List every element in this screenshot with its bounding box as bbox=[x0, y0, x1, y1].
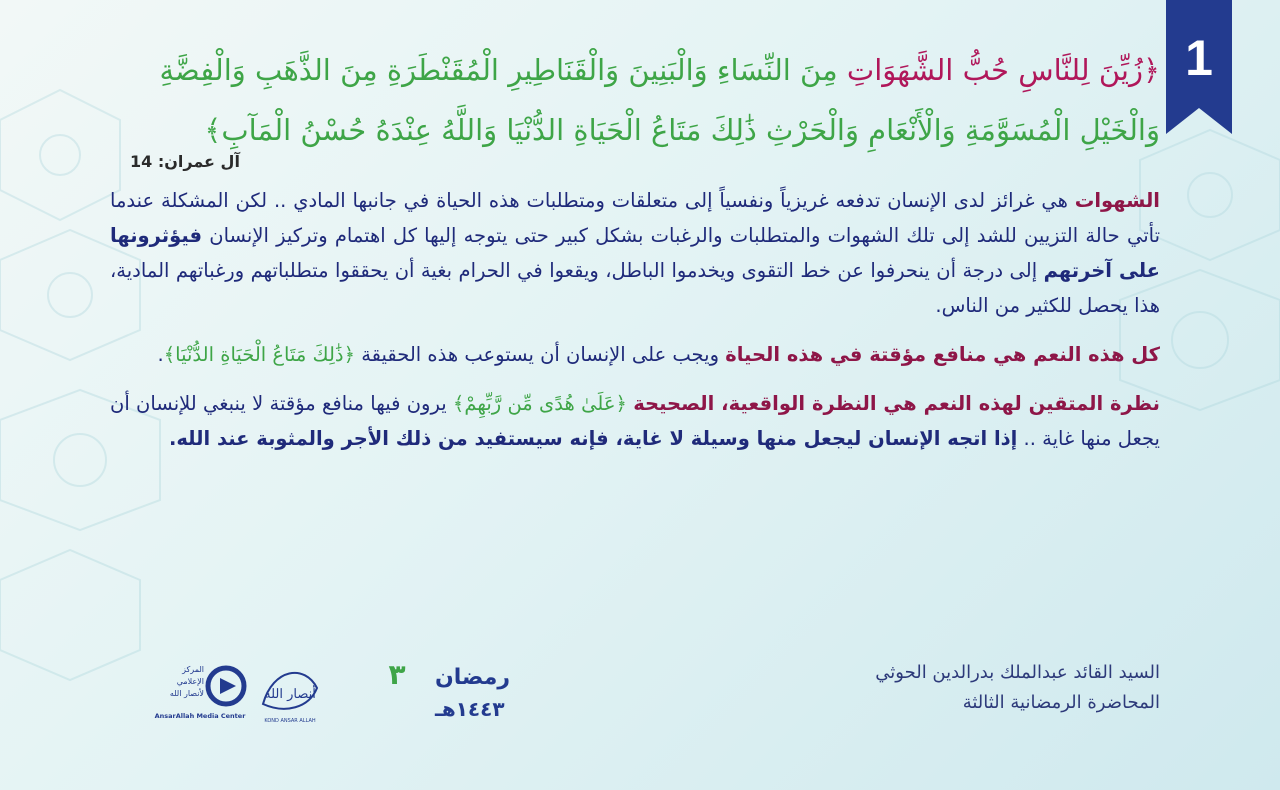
paragraph-1-lead: الشهوات bbox=[1074, 189, 1160, 212]
paragraph-2-bold: كل هذه النعم هي منافع مؤقتة في هذه الحياة bbox=[725, 343, 1160, 366]
ramadan-1443-logo bbox=[335, 658, 511, 728]
media-center-ar-1: المركز bbox=[182, 665, 204, 674]
ansar-logo-en: KOND ANSAR ALLAH bbox=[264, 718, 316, 724]
paragraph-3-bold-2: إذا اتجه الإنسان ليجعل منها وسيلة لا غاية، فإنه سيستفيد من ذلك الأجر والمثوبة عند الله. bbox=[168, 427, 1018, 450]
paragraph-2-end: . bbox=[157, 343, 164, 366]
verse-line-1 bbox=[110, 40, 1160, 100]
media-center-en: AnsarAllah Media Center bbox=[154, 712, 246, 720]
speaker-name: السيد القائد عبدالملك بدرالدين الحوثي bbox=[875, 662, 1160, 683]
ansar-logo-ar: أنصار الله bbox=[264, 687, 316, 702]
content bbox=[110, 40, 1160, 760]
logos bbox=[150, 658, 511, 728]
verse-line-2: وَالْخَيْلِ الْمُسَوَّمَةِ وَالْأَنْعَامِ وَالْحَرْثِ ذَٰلِكَ مَتَاعُ الْحَيَاةِ الدُّنْيَا وَاللَّهُ عِنْدَهُ حُسْنُ الْمَآبِ﴾ bbox=[204, 113, 1160, 147]
paragraph-3-text: يرون فيها منافع مؤقتة لا ينبغي للإنسان أن يجعل منها غاية .. bbox=[110, 392, 1160, 450]
lecture-title: المحاضرة الرمضانية الثالثة bbox=[962, 692, 1160, 713]
paragraph-2-quote: ﴿ذَٰلِكَ مَتَاعُ الْحَيَاةِ الدُّنْيَا﴾ bbox=[163, 343, 355, 366]
media-center-logo bbox=[150, 658, 250, 728]
verse-highlight: ﴿زُيِّنَ لِلنَّاسِ حُبُّ الشَّهَوَاتِ bbox=[846, 53, 1160, 87]
ramadan-logo-text: رمضان bbox=[435, 665, 511, 690]
paragraph-1 bbox=[110, 183, 1160, 323]
media-center-ar-2: الإعلامي bbox=[176, 677, 204, 686]
paragraph-3-quote: ﴿عَلَىٰ هُدًى مِّن رَّبِّهِمْ﴾ bbox=[446, 392, 634, 415]
verse-line-1-rest: مِنَ النِّسَاءِ وَالْبَنِينَ وَالْقَنَاطِيرِ الْمُقَنْطَرَةِ مِنَ الذَّهَبِ وَالْفِضَّةِ bbox=[159, 53, 847, 87]
paragraph-2 bbox=[110, 337, 1160, 372]
paragraph-1-text-1: هي غرائز لدى الإنسان تدفعه غريزياً ونفسياً إلى متعلقات ومتطلبات هذه الحياة في جانبها المادي .. لكن المشكلة عندما تأتي حالة التزيين للشد إلى تلك الشهوات والمتطلبات والرغبات بشكل كبير حتى يتوجه إليها كل اهتمام وتركيز الإنسان bbox=[110, 189, 1160, 247]
quran-verse bbox=[110, 40, 1160, 171]
speaker-info bbox=[875, 658, 1160, 718]
paragraph-3-bold: نظرة المتقين لهذه النعم هي النظرة الواقعية، الصحيحة bbox=[633, 392, 1160, 415]
paragraph-3 bbox=[110, 386, 1160, 456]
ramadan-logo-year: ١٤٤٣هـ bbox=[435, 697, 505, 721]
verse-reference: آل عمران: 14 bbox=[130, 152, 240, 171]
ramadan-logo-number: ٣ bbox=[388, 658, 406, 691]
body-text bbox=[110, 183, 1160, 456]
paragraph-1-text-2: إلى درجة أن ينحرفوا عن خط التقوى ويخدموا الباطل، ويقعوا في الحرام بغية أن يحققوا متطلباتهم ورغباتهم المادية، هذا يحصل للكثير من الناس. bbox=[110, 259, 1160, 317]
ansar-allah-logo bbox=[255, 658, 325, 728]
paragraph-1-bold: فيؤثرونها على آخرتهم bbox=[110, 224, 1160, 282]
badge-number: 1 bbox=[1185, 30, 1213, 86]
media-center-ar-3: لأنصار الله bbox=[169, 689, 204, 698]
paragraph-2-text: ويجب على الإنسان أن يستوعب هذه الحقيقة bbox=[355, 343, 726, 366]
